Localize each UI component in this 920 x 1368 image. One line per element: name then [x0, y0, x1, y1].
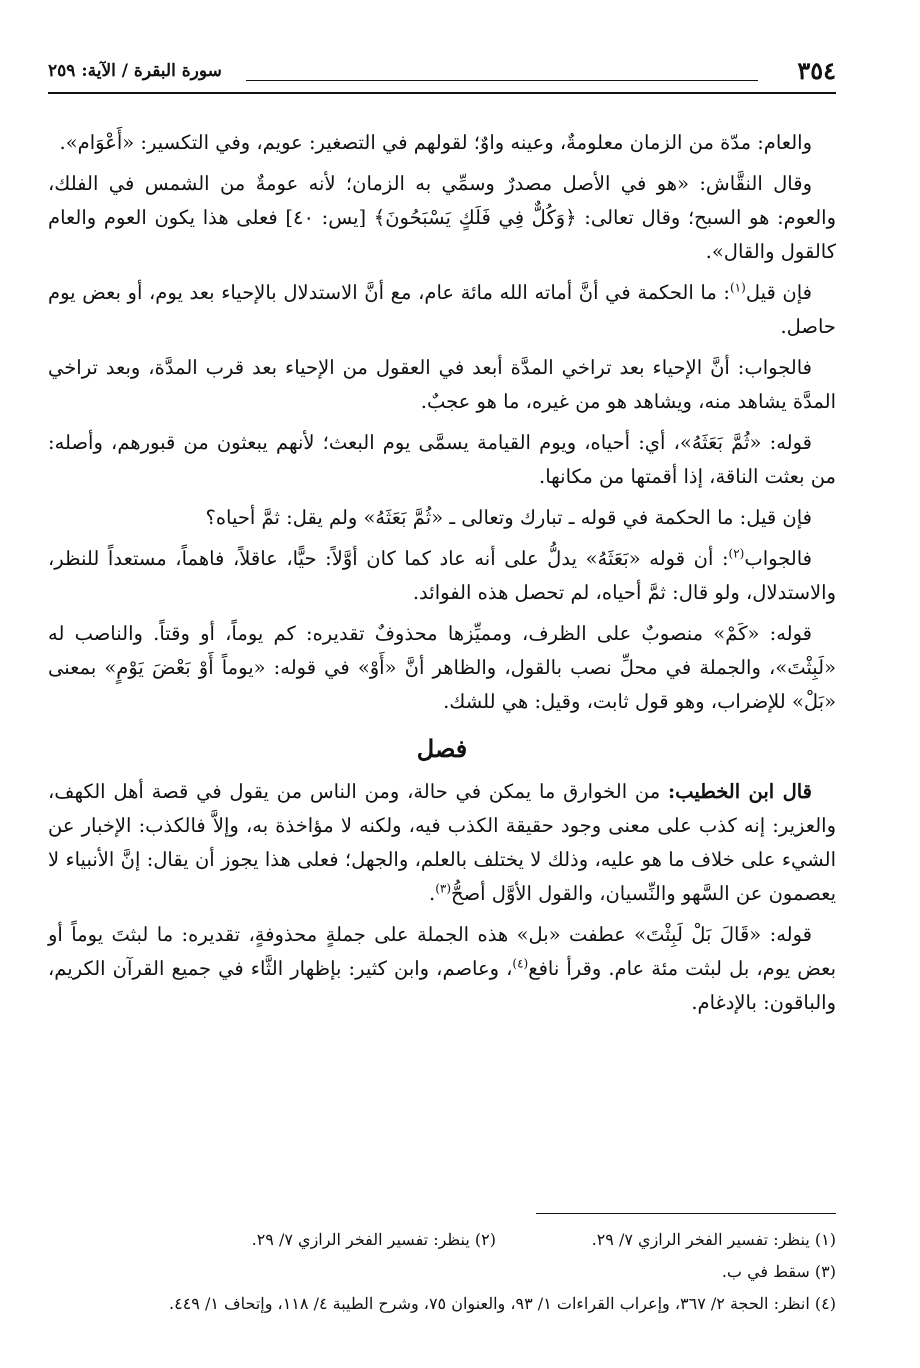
paragraph: قوله: «كَمْ» منصوبٌ على الظرف، ومميِّزها محذوفٌ تقديره: كم يوماً، أو وقتاً. والناصب له «لَبِثْتَ»، والجملة في محلِّ نصب بالقول، والظاهر أنَّ «أَوْ» في قوله: «يوماً أَوْ بَعْضَ يَوْمٍ» بمعنى «بَلْ» للإضراب، وهو قول ثابت، وقيل: هي للشك.	[48, 622, 836, 713]
page-header	[48, 56, 836, 90]
text-span: فالجواب	[744, 547, 812, 570]
footnote-row	[48, 1224, 836, 1256]
header-rule	[48, 92, 836, 94]
paragraph: وقال النقَّاش: «هو في الأصل مصدرٌ وسمِّي به الزمان؛ لأنه عومةٌ من الشمس في الفلك، والعوم: هو السبح؛ وقال تعالى: ﴿وَكُلٌّ فِي فَلَكٍ يَسْبَحُونَ﴾ [يس: ٤٠] فعلى هذا يكون العوم والعام كالقول والقال».	[48, 172, 836, 263]
footnote-rule	[536, 1213, 836, 1214]
text-span: قوله: «قَالَ بَلْ لَبِثْتَ» عطفت «بل» هذه الجملة على جملةٍ محذوفةٍ، تقديره: ما لبثتَ يوماً أو بعض يوم، بل لبثت مئة عام. وقرأ نافع	[48, 923, 837, 980]
footnotes	[48, 1224, 836, 1320]
footnote-marker: (٤)	[512, 956, 529, 971]
paragraph: قوله: «ثُمَّ بَعَثَهُ»، أي: أحياه، ويوم القيامة يسمَّى يوم البعث؛ لأنهم يبعثون من قبورهم، وأصله: من بعثت الناقة، إذا أقمتها من مكانها.	[48, 431, 836, 488]
text-span: ، وعاصم، وابن كثير: بإظهار الثَّاء في جميع القرآن الكريم، والباقون: بالإدغام.	[48, 957, 836, 1014]
paragraph: والعام: مدّة من الزمان معلومةٌ، وعينه واوٌ؛ لقولهم في التصغير: عويم، وفي التكسير: «أَعْوَام».	[59, 131, 812, 154]
running-title: سورة البقرة / الآية: ٢٥٩	[48, 61, 222, 81]
page-number: ٣٥٤	[797, 56, 836, 85]
paragraph	[48, 775, 836, 911]
paragraph: فالجواب: أنَّ الإحياء بعد تراخي المدَّة أبعد في العقول من الإحياء بعد قرب المدَّة، وبعد تراخي المدَّة يشاهد منه، ويشاهد هو من غيره، ما هو عجبٌ.	[48, 356, 836, 413]
footnote-2: (٢) ينظر: تفسير الفخر الرازي ٧/ ٢٩.	[251, 1230, 496, 1249]
text-span: فإن قيل	[745, 281, 812, 304]
text-span: : أن قوله «بَعَثَهُ» يدلُّ على أنه عاد كما كان أوَّلاً: حيًّا، عاقلاً، فاهماً، مستعداً للنظر، والاستدلال، ولو قال: ثمَّ أحياه، لم تحصل هذه الفوائد.	[48, 547, 836, 604]
paragraph	[48, 918, 836, 1020]
paragraph	[48, 542, 836, 610]
footnote-1: (١) ينظر: تفسير الفخر الرازي ٧/ ٢٩.	[591, 1230, 836, 1249]
text-span: .	[429, 882, 436, 905]
footnote-3: (٣) سقط في ب.	[721, 1262, 836, 1281]
text-span: من الخوارق ما يمكن في حالة، ومن الناس من يقول في قصة أهل الكهف، والعزير: إنه كذب على معنى وجود حقيقة الكذب فيه، ولكنه لا مؤاخذة به، وإلاَّ فالكذب: الإخبار عن الشيء على خلاف ما هو عليه، وذلك لا يختلف بالعلم، والجهل؛ فعلى هذا يجوز أن يقال: إنَّ الأنبياء لا يعصمون عن السَّهو والنِّسيان، والقول الأوَّل أصحُّ	[48, 780, 836, 905]
paragraph: فإن قيل: ما الحكمة في قوله ـ تبارك وتعالى ـ «ثُمَّ بَعَثَهُ» ولم يقل: ثمَّ أحياه؟	[205, 506, 812, 529]
paragraph	[48, 276, 836, 344]
section-heading: فصل	[416, 734, 468, 763]
footnote-marker: (١)	[729, 280, 746, 295]
text-span: : ما الحكمة في أنَّ أماته الله مائة عام، مع أنَّ الاستدلال بالإحياء بعد يوم، أو بعض يوم حاصل.	[48, 281, 836, 338]
footnote-4: (٤) انظر: الحجة ٢/ ٣٦٧، وإعراب القراءات ١/ ٩٣، والعنوان ٧٥، وشرح الطيبة ٤/ ١١٨، وإتحاف ١/ ٤٤٩.	[169, 1294, 836, 1313]
footnote-marker: (٣)	[435, 881, 452, 896]
main-text	[48, 126, 836, 1027]
lead-text: قال ابن الخطيب:	[667, 780, 812, 803]
book-page	[48, 0, 836, 1368]
header-line	[246, 80, 758, 81]
footnote-marker: (٢)	[728, 546, 745, 561]
